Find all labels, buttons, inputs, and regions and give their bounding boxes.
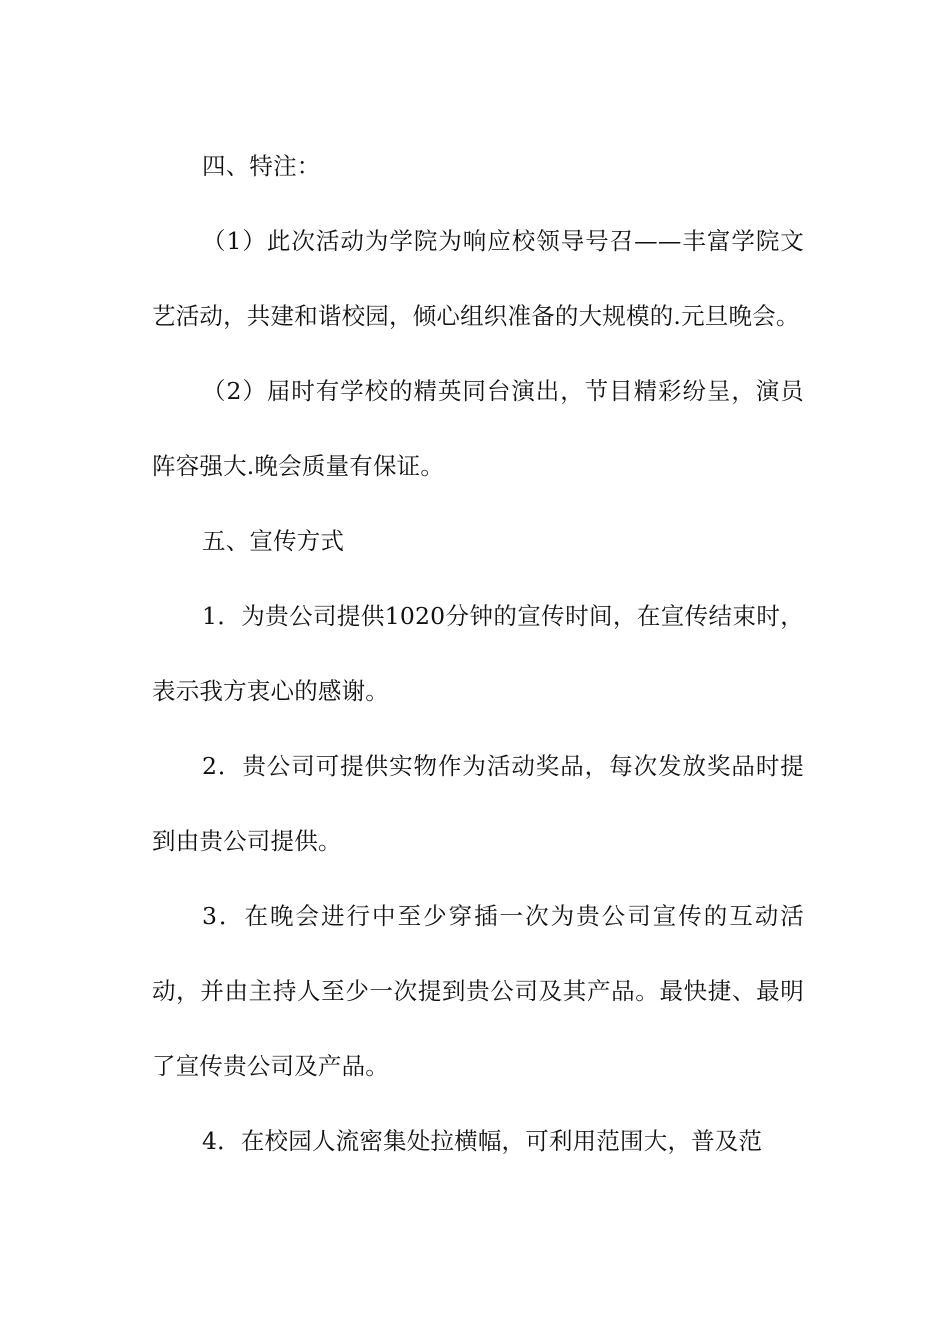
note-paragraph-2: （2）届时有学校的精英同台演出，节目精彩纷呈，演员阵容强大.晚会质量有保证。 (152, 377, 804, 480)
document-body (152, 129, 804, 1179)
section-heading-special-notes: 四、特注： (202, 152, 321, 180)
section-heading-promotion-methods: 五、宣传方式 (202, 527, 345, 555)
promotion-item-2: 2．贵公司可提供实物作为活动奖品，每次发放奖品时提到由贵公司提供。 (152, 752, 804, 855)
promotion-item-4: 4．在校园人流密集处拉横幅，可利用范围大，普及范 (202, 1127, 763, 1155)
note-paragraph-1: （1）此次活动为学院为响应校领导号召——丰富学院文艺活动，共建和谐校园，倾心组织准备的大规模的.元旦晚会。 (152, 227, 804, 330)
promotion-item-1: 1．为贵公司提供1020分钟的宣传时间，在宣传结束时，表示我方衷心的感谢。 (152, 602, 804, 705)
promotion-item-3: 3．在晚会进行中至少穿插一次为贵公司宣传的互动活动，并由主持人至少一次提到贵公司及其产品。最快捷、最明了宣传贵公司及产品。 (152, 902, 804, 1080)
